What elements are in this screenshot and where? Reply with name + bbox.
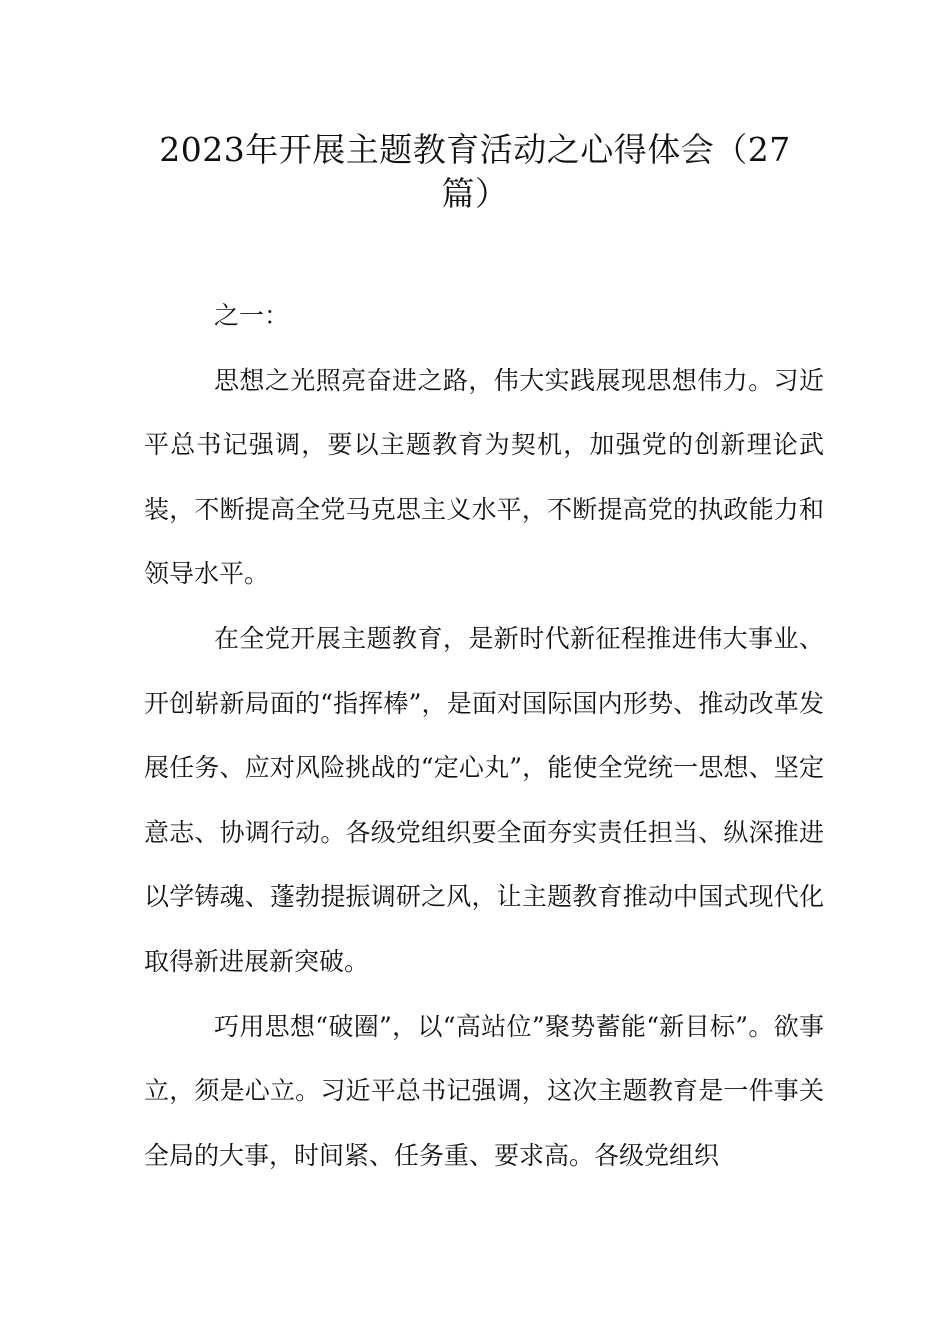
paragraph: 思想之光照亮奋进之路，伟大实践展现思想伟力。习近平总书记强调，要以主题教育为契机，加强党的创新理论武装，不断提高全党马克思主义水平，不断提高党的执政能力和领导水平。 xyxy=(144,365,824,589)
title-line-2: 篇） xyxy=(441,174,509,213)
section-label: 之一： xyxy=(214,301,290,330)
document-body xyxy=(144,284,824,1188)
paragraph: 巧用思想“破圈”，以“高站位”聚势蓄能“新目标”。欲事立，须是心立。习近平总书记强调，这次主题教育是一件事关全局的大事，时间紧、任务重、要求高。各级党组织 xyxy=(144,1011,824,1170)
paragraph: 在全党开展主题教育，是新时代新征程推进伟大事业、开创崭新局面的“指挥棒”，是面对国际国内形势、推动改革发展任务、应对风险挑战的“定心丸”，能使全党统一思想、坚定意志、协调行动。各级党组织要全面夯实责任担当、纵深推进以学铸魂、蓬勃提振调研之风，让主题教育推动中国式现代化取得新进展新突破。 xyxy=(144,623,824,976)
document-title xyxy=(120,128,830,216)
title-line-1: 2023年开展主题教育活动之心得体会（27 xyxy=(159,130,791,169)
